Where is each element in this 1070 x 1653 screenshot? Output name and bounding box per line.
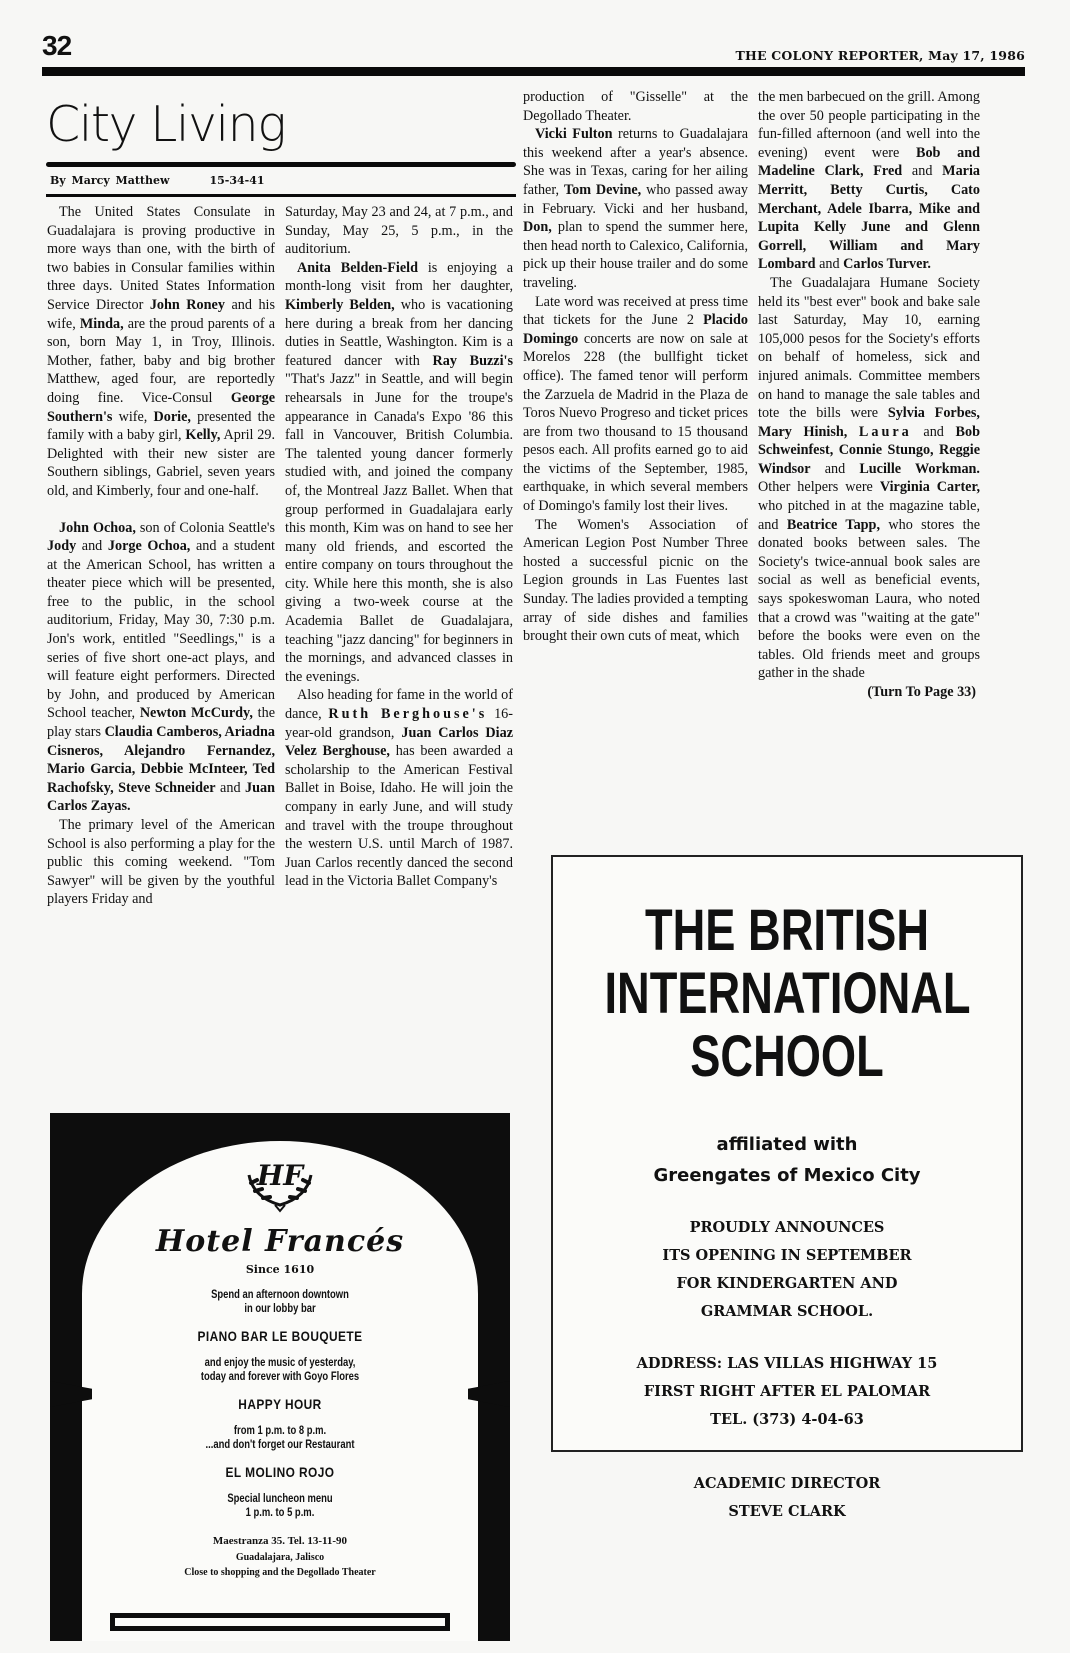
- section-title: City Living: [46, 96, 286, 153]
- hotel-frances-ad: [50, 1113, 510, 1641]
- svg-text:HF: HF: [256, 1159, 304, 1192]
- hotel-since: Since 1610: [245, 1263, 315, 1276]
- academic-director: ACADEMIC DIRECTOR STEVE CLARK: [693, 1475, 881, 1520]
- page-number: 32: [42, 30, 72, 61]
- paragraph: The primary level of the American School is also performing a play for the public this coming weekend. "Tom Sawyer" will be given by the youthful players Friday and: [47, 817, 275, 908]
- hf-monogram-wreath-icon: [235, 1153, 325, 1213]
- ad-line: Spend an afternoon downtown: [211, 1289, 349, 1301]
- paragraph: Vicki Fulton returns to Guadalajara this weekend after a year's absence. She was in Texas, caring for her ailing father, Tom Devine, who passed away in February. Vicki and her husband, Don, plan to spend the summer here, then head north to Calexico, California, pick up their house trailer and do some traveling.: [523, 126, 749, 291]
- restaurant-heading: EL MOLINO ROJO: [225, 1464, 335, 1480]
- paragraph: Saturday, May 23 and 24, at 7 p.m., and Sunday, May 25, 5 p.m., in the auditorium.: [285, 204, 513, 258]
- masthead: THE COLONY REPORTER, May 17, 1986: [735, 48, 1025, 63]
- byline-rule: [46, 194, 516, 197]
- paragraph: the men barbecued on the grill. Among the over 50 people participating in the fun-filled afternoon (and well into the evening) event were Bob and Madeline Clark, Fred and Maria Merritt, Betty Curtis, Cato Merchant, Adele Ibarra, Mike and Lupita Kelly June and Glenn Gorrell, William and Mary Lombard and Carlos Turver.: [758, 89, 980, 273]
- paragraph: The Guadalajara Humane Society held its "best ever" book and bake sale last Saturday, May 10, earning 105,000 pesos for the Society's efforts on behalf of homeless, sick and injured animals. Committee members on hand to manage the sale tables and tote the bills were Sylvia Forbes, Mary Hinish, Laura and Bob Schweinfest, Connie Stungo, Reggie Windsor and Lucille Workman. Other helpers were Virginia Carter, who pitched in at the magazine table, and Beatrice Tapp, who stores the donated books between sales. The Society's twice-annual book sales are social as well as beneficial events, says spokeswoman Laura, who noted that a crowd was "waiting at the gate" before the books were even on the tables. Old friends meet and groups gather in the shade: [758, 274, 981, 682]
- piano-bar-heading: PIANO BAR LE BOUQUETE: [197, 1328, 363, 1344]
- byline: [50, 174, 265, 187]
- school-address: ADDRESS: LAS VILLAS HIGHWAY 15 FIRST RIGHT AFTER EL PALOMAR TEL. (373) 4-04-63: [553, 1350, 1021, 1434]
- ad-line: ...and don't forget our Restaurant: [205, 1439, 355, 1451]
- hotel-city: Guadalajara, Jalisco: [235, 1552, 325, 1563]
- paragraph: Also heading for fame in the world of dance, Ruth Berghouse's 16-year-old grandson, Juan Carlos Diaz Velez Berghouse, has been awarded a scholarship to the American Festival Ballet in Boise, Idaho. He will join the company in early June, and will study and travel with the troupe throughout the western U.S. until March of 1987. Juan Carlos recently danced the second lead in the Victoria Ballet Company's: [285, 687, 514, 890]
- british-school-ad: [551, 855, 1023, 1520]
- happy-hour-heading: HAPPY HOUR: [238, 1396, 322, 1412]
- ad-line: Special luncheon menu: [227, 1493, 333, 1505]
- ad-base-decoration: [110, 1613, 450, 1631]
- author: By Marcy Matthew: [50, 174, 170, 187]
- continued-link[interactable]: (Turn To Page 33): [867, 684, 976, 700]
- author-phone: 15-34-41: [209, 174, 265, 187]
- paragraph: The United States Consulate in Guadalajara is proving productive in more ways than one, with the birth of two babies in Consular families within three days. United States Information Service Director John Roney and his wife, Minda, are the proud parents of a son, born May 1, in Troy, Illinois. Mother, father, baby and big brother Matthew, aged four, are reportedly doing fine. Vice-Consul George Southern's wife, Dorie, presented the family with a baby girl, Kelly, April 29. Delighted with their new sister are Southern siblings, Gabriel, seven years old, and Kimberly, four and one-half.: [47, 204, 275, 499]
- hotel-address: Maestranza 35. Tel. 13-11-90: [212, 1535, 348, 1547]
- ad-line: 1 p.m. to 5 p.m.: [245, 1507, 315, 1519]
- ad-line: in our lobby bar: [244, 1303, 316, 1315]
- paragraph: John Ochoa, son of Colonia Seattle's Jody and Jorge Ochoa, and a student at the American School, has written a theater piece which will be presented, free to the public, in the school auditorium, Friday, May 30, 7:30 p.m. Jon's work, entitled "Seedlings," is a series of five short one-act plays, and will feature eight performers. Directed by John, and produced by American School teacher, Newton McCurdy, the play stars Claudia Camberos, Ariadna Cisneros, Alejandro Fernandez, Mario Garcia, Debbie McInteer, Ted Rachofsky, Steve Schneider and Juan Carlos Zayas.: [47, 519, 275, 815]
- school-phone: TEL. (373) 4-04-63: [710, 1411, 864, 1428]
- paragraph: production of "Gisselle" at the Degollado Theater.: [523, 89, 748, 124]
- paragraph: The Women's Association of American Legion Post Number Three hosted a successful picnic on the Legion grounds in Las Fuentes last Sunday. The ladies provided a tempting array of side dishes and families brought their own cuts of meat, which: [523, 516, 748, 645]
- affiliation-label: affiliated with: [716, 1134, 858, 1155]
- paragraph: Late word was received at press time that tickets for the June 2 Placido Domingo concerts are now on sale at Morelos 228 (the bullfight ticket office). The famed tenor will perform the Zarzuela de Madrid in the Plaza de Toros Nuevo Progreso and ticket prices are from two thousand to 15 thousand pesos each. All profits earned go to aid the victims of the September, 1985, earthquake, in which several members of Domingo's family lost their lives.: [523, 293, 748, 515]
- hotel-name: Hotel Francés: [155, 1224, 405, 1259]
- header-rule: [42, 67, 1025, 76]
- article-column-2: [285, 203, 513, 891]
- ad-line: and enjoy the music of yesterday,: [204, 1357, 356, 1369]
- ad-line: today and forever with Goyo Flores: [200, 1371, 360, 1383]
- article-column-3: [523, 88, 748, 646]
- paragraph: Anita Belden-Field is enjoying a month-long visit from her daughter, Kimberly Belden, who is vacationing here during a break from her dancing duties in Seattle, Washington. Kim is a featured dancer with Ray Buzzi's "That's Jazz" in Seattle, and will begin rehearsals in June for the troupe's appearance in Canada's Expo '86 this fall in Vancouver, British Columbia. The talented young dancer formerly studied with, and joined the company of, the Montreal Jazz Ballet. When that group performed in Guadalajara early this month, Kim was on hand to see her many old friends, and escorted the entire company on tours throughout the city. While here this month, she is also giving a two-week course at the Academia Ballet de Guadalajara, teaching "jazz dancing" for beginners in the mornings, and advanced classes in the evenings.: [285, 259, 513, 685]
- article-column-4: [758, 88, 980, 702]
- announcement: PROUDLY ANNOUNCES ITS OPENING IN SEPTEMBER FOR KINDERGARTEN AND GRAMMAR SCHOOL.: [662, 1219, 912, 1320]
- hotel-tagline: Close to shopping and the Degollado Theater: [184, 1567, 376, 1578]
- school-name: THE BRITISH INTERNATIONAL SCHOOL: [604, 898, 971, 1089]
- ad-line: from 1 p.m. to 8 p.m.: [233, 1425, 327, 1437]
- affiliate-name: Greengates of Mexico City: [653, 1165, 921, 1186]
- hotel-ad-content: [50, 1153, 510, 1578]
- title-rule: [46, 162, 516, 167]
- article-column-1: [47, 203, 275, 909]
